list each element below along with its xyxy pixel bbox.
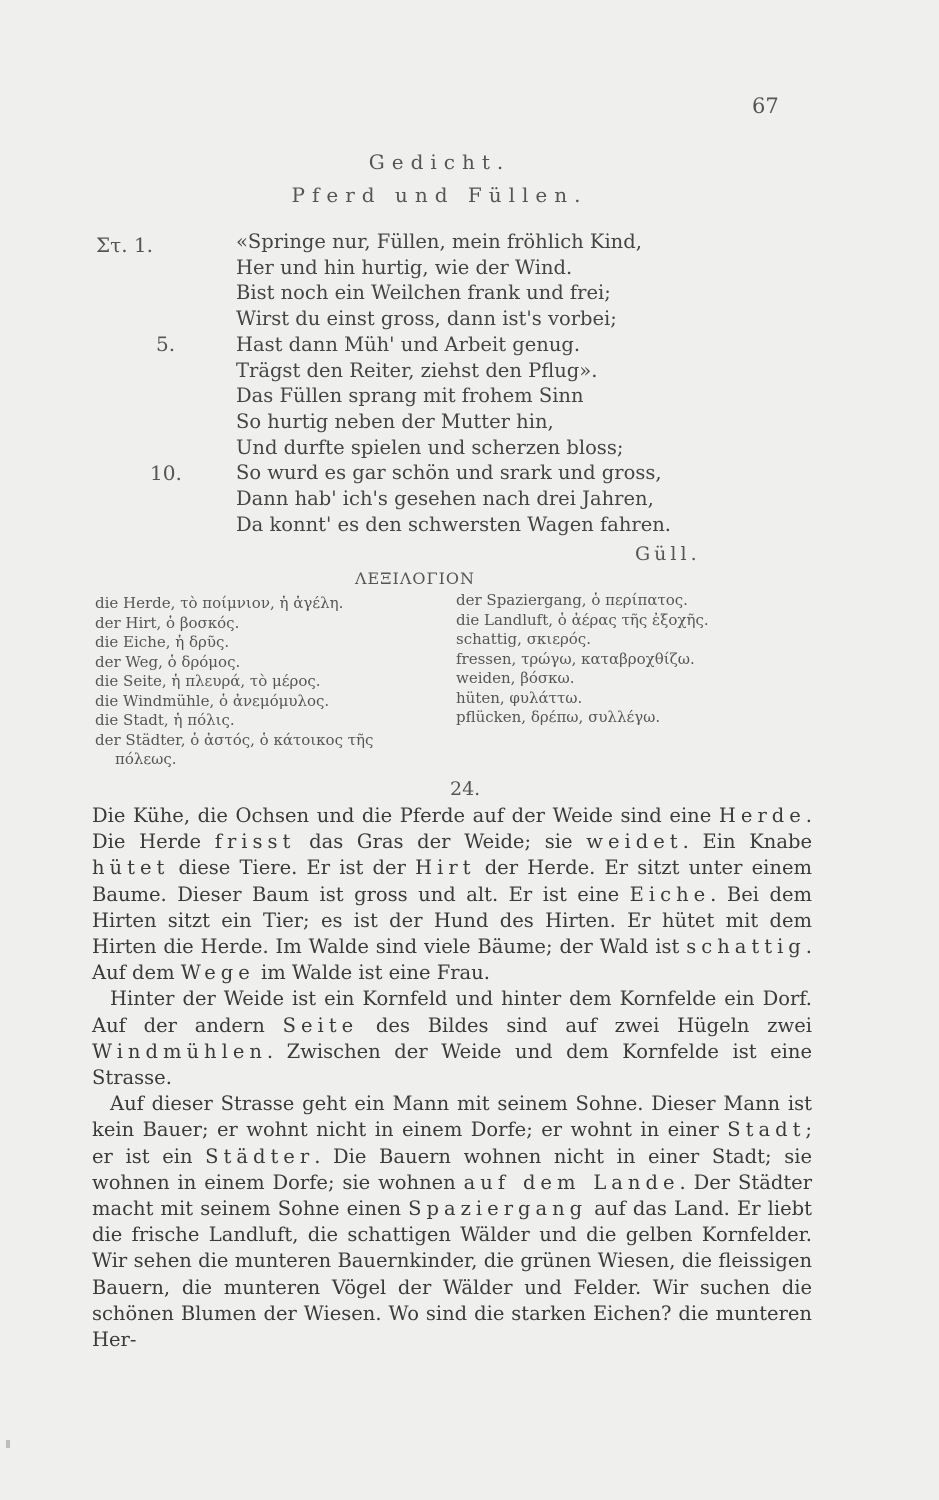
poem-line: So wurd es gar schön und srark und gross, xyxy=(236,461,662,485)
vocab-entry: der Städter, ὁ ἀστός, ὁ κάτοικος τῆς xyxy=(95,730,374,749)
poem-line: Her und hin hurtig, wie der Wind. xyxy=(236,255,573,279)
poem-line: Dann hab' ich's gesehen nach drei Jahren, xyxy=(236,487,654,511)
prose-text xyxy=(92,803,812,1353)
poem-line: Trägst den Reiter, ziehst den Pflug». xyxy=(236,358,598,382)
paragraph: Die Kühe, die Ochsen und die Pferde auf der Weide sind eine Herde. Die Herde frisst das Gras der Weide; sie weidet. Ein Knabe hütet diese Tiere. Er ist der Hirt der Herde. Er sitzt unter einem Baume. Dieser Baum ist gross und alt. Er ist eine Eiche. Bei dem Hirten sitzt ein Tier; es ist der Hund des Hirten. Er hütet mit dem Hirten die Herde. Im Walde sind viele Bäume; der Wald ist schattig. Auf dem Wege im Walde ist eine Frau. xyxy=(92,804,813,985)
section-number: 24. xyxy=(450,778,481,800)
vocabulary-heading: ΛΕΞΙΛΟΓΙΟΝ xyxy=(355,569,476,588)
poem-line: So hurtig neben der Mutter hin, xyxy=(236,409,554,433)
poem-line: Wirst du einst gross, dann ist's vorbei; xyxy=(236,307,617,331)
vocab-entry: der Weg, ὁ δρόμος. xyxy=(95,652,241,671)
poem-line: Das Füllen sprang mit frohem Sinn xyxy=(236,384,584,408)
poem-line: «Springe nur, Füllen, mein fröhlich Kind, xyxy=(236,230,642,253)
page-speck xyxy=(6,1440,10,1448)
paragraph: Hinter der Weide ist ein Kornfeld und hinter dem Kornfelde ein Dorf. Auf der andern Seite des Bildes sind auf zwei Hügeln zwei Windmühlen. Zwischen der Weide und dem Kornfelde ist eine Strasse. xyxy=(92,987,812,1090)
page-number: 67 xyxy=(752,94,779,118)
vocab-entry: die Stadt, ἡ πόλις. xyxy=(95,711,235,729)
poem-line: Hast dann Müh' und Arbeit genug. xyxy=(236,332,581,356)
vocab-entry: die Herde, τὸ ποίμνιον, ἡ ἀγέλη. xyxy=(95,594,344,612)
vocab-entry: der Hirt, ὁ βοσκός. xyxy=(95,613,240,632)
vocab-entry: die Windmühle, ὁ ἀνεμόμυλος. xyxy=(95,691,330,710)
poem-author: Güll. xyxy=(635,543,701,565)
poem-line: Und durfte spielen und scherzen bloss; xyxy=(236,435,624,459)
line-number-10: 10. xyxy=(150,461,182,485)
vocab-entry: πόλεως. xyxy=(115,750,177,768)
poem-line: Bist noch ein Weilchen frank und frei; xyxy=(236,281,611,305)
vocabulary-left-column xyxy=(95,594,373,770)
vocab-entry: pflücken, δρέπω, συλλέγω. xyxy=(456,708,661,726)
poem xyxy=(236,229,671,537)
poem-title: Gedicht. xyxy=(368,150,511,174)
vocab-entry: die Landluft, ὁ ἀέρας τῆς ἐξοχῆς. xyxy=(456,610,709,629)
vocab-entry: die Seite, ἡ πλευρά, τὸ μέρος. xyxy=(95,672,321,690)
line-number-5: 5. xyxy=(156,332,176,356)
vocabulary-right-column xyxy=(456,591,709,728)
poem-line: Da konnt' es den schwersten Wagen fahren. xyxy=(236,512,672,536)
vocab-entry: der Spaziergang, ὁ περίπατος. xyxy=(456,591,688,609)
vocab-entry: fressen, τρώγω, καταβροχθίζω. xyxy=(456,649,695,668)
paragraph: Auf dieser Strasse geht ein Mann mit seinem Sohne. Dieser Mann ist kein Bauer; er wohnt nicht in einem Dorfe; er wohnt in einer Stadt; er ist ein Städter. Die Bauern wohnen nicht in einer Stadt; sie wohnen in einem Dorfe; sie wohnen auf dem Lande. Der Städter macht mit seinem Sohne einen Spaziergang auf das Land. Er liebt die frische Landluft, die schattigen Wälder und die gelben Kornfelder. Wir sehen die munteren Bauernkinder, die grünen Wiesen, die fleissigen Bauern, die munteren Vögel der Wälder und Felder. Wir suchen die schönen Blumen der Wiesen. Wo sind die starken Eichen? die munteren Her- xyxy=(92,1092,813,1352)
poem-subtitle: Pferd und Füllen. xyxy=(291,183,588,207)
vocab-entry: hüten, φυλάττω. xyxy=(456,688,583,707)
stanza-label: Στ. 1. xyxy=(96,233,154,257)
vocab-entry: weiden, βόσκω. xyxy=(456,669,575,687)
vocab-entry: die Eiche, ἡ δρῦς. xyxy=(95,633,230,651)
vocab-entry: schattig, σκιερός. xyxy=(456,630,591,648)
